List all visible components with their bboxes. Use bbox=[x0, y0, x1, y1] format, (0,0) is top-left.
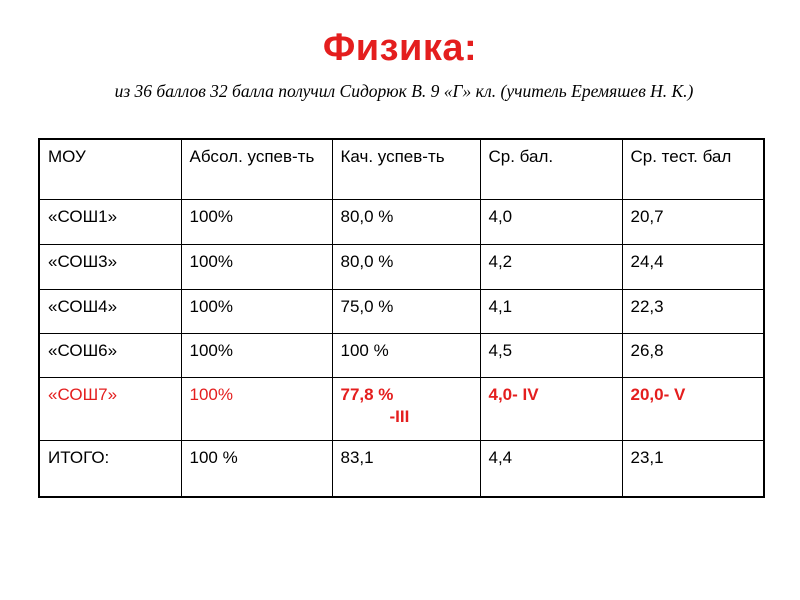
table-cell: 4,0- IV bbox=[480, 377, 622, 440]
table-header-row bbox=[39, 139, 764, 199]
table-cell: ИТОГО: bbox=[39, 440, 181, 497]
table-row bbox=[39, 289, 764, 333]
table-cell: 83,1 bbox=[332, 440, 480, 497]
table-cell: 4,0 bbox=[480, 199, 622, 244]
table-cell: 100 % bbox=[181, 440, 332, 497]
table-row bbox=[39, 199, 764, 244]
table-cell: «СОШ6» bbox=[39, 333, 181, 377]
table-cell: 100% bbox=[181, 333, 332, 377]
page-title: Физика: bbox=[322, 27, 478, 69]
table-cell: «СОШ7» bbox=[39, 377, 181, 440]
table-cell: 100 % bbox=[332, 333, 480, 377]
table-cell: 100% bbox=[181, 199, 332, 244]
table-cell: «СОШ1» bbox=[39, 199, 181, 244]
table-cell: 100% bbox=[181, 244, 332, 289]
table-cell: 4,2 bbox=[480, 244, 622, 289]
table-cell: «СОШ4» bbox=[39, 289, 181, 333]
table-cell: 75,0 % bbox=[332, 289, 480, 333]
header-cell: Абсол. успев-ть bbox=[181, 139, 332, 199]
table-row bbox=[39, 333, 764, 377]
table-cell: 80,0 % bbox=[332, 199, 480, 244]
table-row-highlighted bbox=[39, 377, 764, 440]
table-cell: 24,4 bbox=[622, 244, 764, 289]
table-row bbox=[39, 244, 764, 289]
header-cell: Ср. тест. бал bbox=[622, 139, 764, 199]
header-cell: МОУ bbox=[39, 139, 181, 199]
table-cell: 80,0 % bbox=[332, 244, 480, 289]
table-cell: 4,5 bbox=[480, 333, 622, 377]
table-cell: 26,8 bbox=[622, 333, 764, 377]
results-table bbox=[38, 138, 765, 498]
table-cell bbox=[332, 377, 480, 440]
header-cell: Кач. успев-ть bbox=[332, 139, 480, 199]
page-subtitle: из 36 баллов 32 балла получил Сидорюк В. 9 «Г» кл. (учитель Еремяшев Н. К.) bbox=[114, 81, 694, 101]
header-cell: Ср. бал. bbox=[480, 139, 622, 199]
table-cell: «СОШ3» bbox=[39, 244, 181, 289]
table-row-total bbox=[39, 440, 764, 497]
table-cell: 23,1 bbox=[622, 440, 764, 497]
quality-rank: -III bbox=[389, 406, 410, 426]
table-cell: 100% bbox=[181, 377, 332, 440]
table-cell: 20,0- V bbox=[622, 377, 764, 440]
table-cell: 20,7 bbox=[622, 199, 764, 244]
table-cell: 22,3 bbox=[622, 289, 764, 333]
table-cell: 4,1 bbox=[480, 289, 622, 333]
table-cell: 4,4 bbox=[480, 440, 622, 497]
quality-value: 77,8 % bbox=[340, 384, 394, 404]
table-cell: 100% bbox=[181, 289, 332, 333]
